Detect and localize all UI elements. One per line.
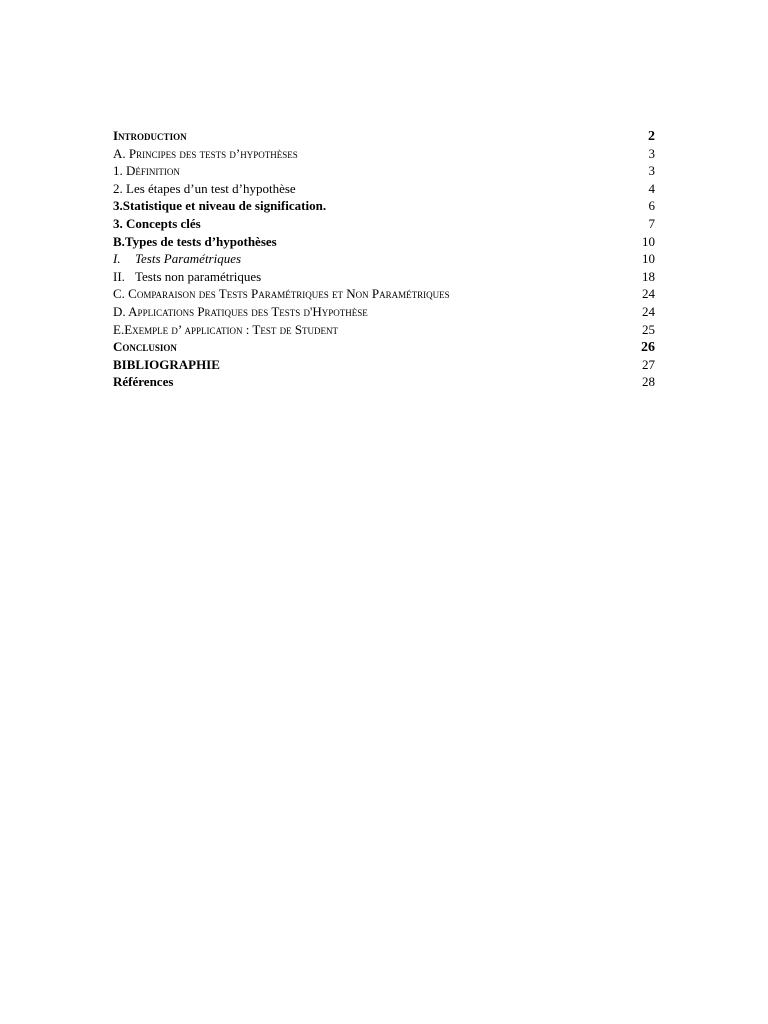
toc-entry-page: 24 [642,303,655,319]
toc-entry-page: 7 [648,215,655,231]
toc-entry-introduction[interactable] [113,127,655,145]
toc-entry-label: Tests Paramétriques [135,251,242,267]
toc-entry-conclusion[interactable] [113,338,655,356]
toc-entry-applications[interactable] [113,303,655,321]
toc-entry-page: 27 [642,356,655,372]
toc-entry-label-group [113,268,261,286]
toc-entry-label: 1. Définition [113,163,180,179]
toc-entry-label: BIBLIOGRAPHIE [113,356,220,372]
table-of-contents [113,127,655,391]
toc-entry-page: 6 [648,198,655,214]
toc-entry-page: 28 [642,374,655,390]
toc-entry-page: 10 [642,251,655,267]
toc-entry-page: 24 [642,286,655,302]
toc-entry-label: 3. Concepts clés [113,215,201,231]
toc-entry-label: Introduction [113,128,187,143]
toc-entry-label: Conclusion [113,339,177,355]
toc-entry-label: Tests non paramétriques [135,268,262,284]
toc-entry-label: Références [113,374,174,390]
toc-entry-page: 4 [648,180,655,196]
toc-entry-page: 18 [642,268,655,284]
toc-entry-label: 2. Les étapes d’un test d’hypothèse [113,180,296,196]
toc-entry-statistique[interactable] [113,197,655,215]
toc-entry-exemple[interactable] [113,321,655,339]
toc-entry-page: 3 [648,163,655,179]
toc-entry-parametriques[interactable] [113,250,655,268]
toc-entry-label: 3.Statistique et niveau de signification. [113,198,327,214]
toc-entry-comparaison[interactable] [113,285,655,303]
toc-entry-page: 2 [648,129,655,144]
toc-entry-page: 3 [648,145,655,161]
toc-entry-references[interactable] [113,373,655,391]
toc-entry-concepts[interactable] [113,215,655,233]
toc-entry-label: B.Types de tests d’hypothèses [113,233,277,249]
toc-entry-label: A. Principes des tests d’hypothèses [113,145,298,161]
toc-entry-types[interactable] [113,233,655,251]
toc-entry-definition[interactable] [113,162,655,180]
toc-entry-page: 26 [641,340,655,356]
toc-entry-label: C. Comparaison des Tests Paramétriques et Non Paramétriques [113,286,450,302]
toc-entry-page: 10 [642,233,655,249]
toc-entry-label-group [113,250,241,268]
toc-entry-prefix: I. [113,251,121,267]
toc-entry-etapes[interactable] [113,180,655,198]
toc-entry-principes[interactable] [113,145,655,163]
toc-entry-bibliographie[interactable] [113,356,655,374]
toc-entry-label: D. Applications Pratiques des Tests d'Hypothèse [113,303,368,319]
toc-entry-non-parametriques[interactable] [113,268,655,286]
toc-entry-page: 25 [642,321,655,337]
toc-entry-label: E.Exemple d’ application : Test de Student [113,321,339,337]
toc-entry-prefix: II. [113,268,125,284]
